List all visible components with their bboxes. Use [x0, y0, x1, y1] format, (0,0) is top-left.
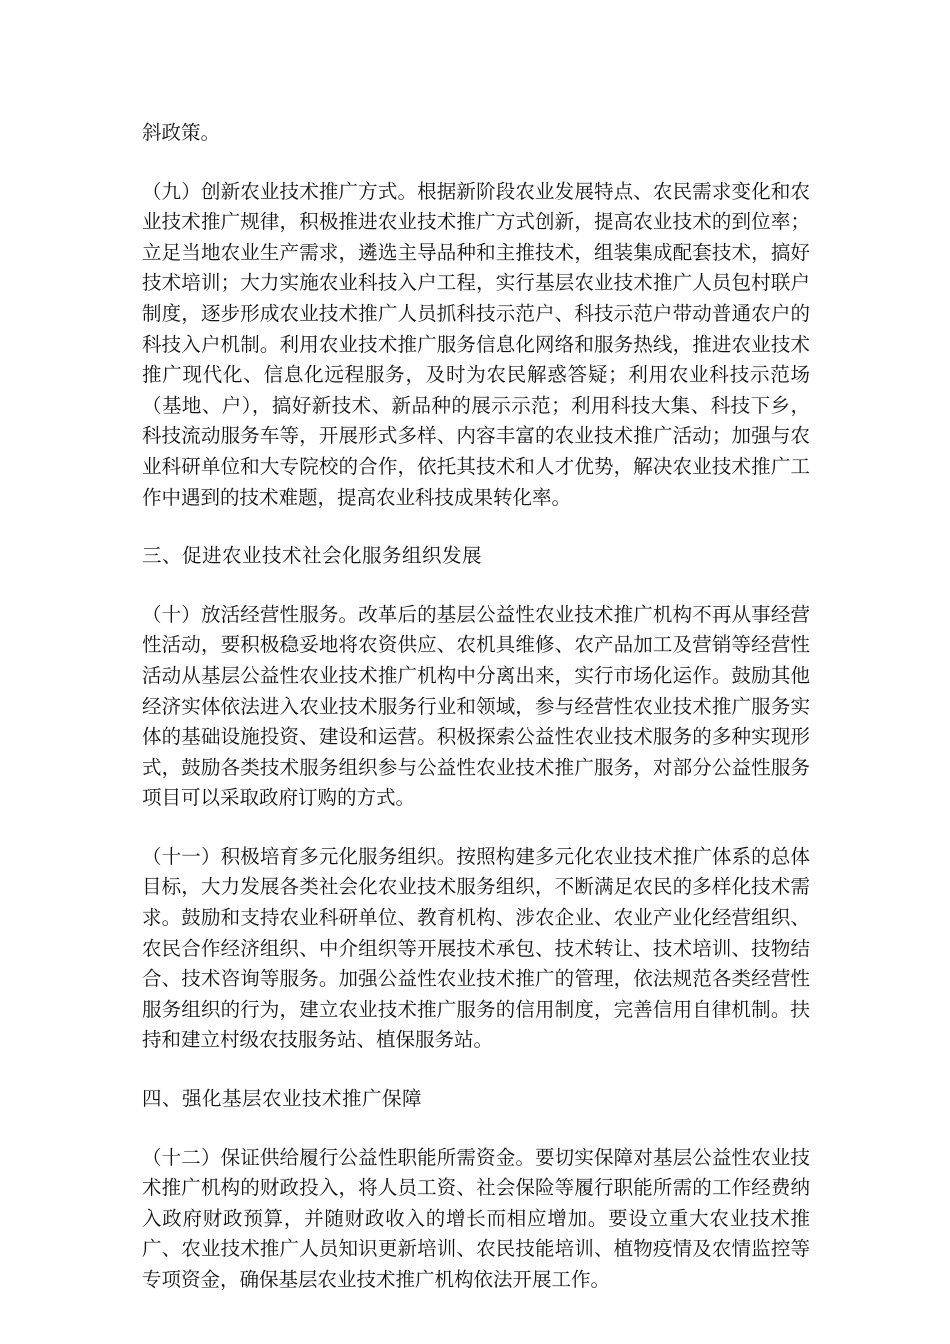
heading-part-4: 四、强化基层农业技术推广保障	[142, 1087, 423, 1111]
paragraph-section-12: （十二）保证供给履行公益性职能所需资金。要切实保障对基层公益性农业技术推广机构的财政投入，将人员工资、社会保险等履行职能所需的工作经费纳入政府财政预算，并随财政收入的增长而相应增加。要设立重大农业技术推广、农业技术推广人员知识更新培训、农民技能培训、植物疫情及农情监控等专项资金，确保基层农业技术推广机构依法开展工作。	[142, 1145, 810, 1291]
paragraph-section-9: （九）创新农业技术推广方式。根据新阶段农业发展特点、农民需求变化和农业技术推广规律，积极推进农业技术推广方式创新，提高农业技术的到位率；立足当地农业生产需求，遴选主导品种和主推技术，组装集成配套技术，搞好技术培训；大力实施农业科技入户工程，实行基层农业技术推广人员包村联户制度，逐步形成农业技术推广人员抓科技示范户、科技示范户带动普通农户的科技入户机制。利用农业技术推广服务信息化网络和服务热线，推进农业技术推广现代化、信息化远程服务，及时为农民解惑答疑；利用农业科技示范场（基地、户），搞好新技术、新品种的展示示范；利用科技大集、科技下乡，科技流动服务车等，开展形式多样、内容丰富的农业技术推广活动；加强与农业科研单位和大专院校的合作，依托其技术和人才优势，解决农业技术推广工作中遇到的技术难题，提高农业科技成果转化率。	[142, 179, 810, 509]
paragraph-section-11: （十一）积极培育多元化服务组织。按照构建多元化农业技术推广体系的总体目标，大力发展各类社会化农业技术服务组织，不断满足农民的多样化技术需求。鼓励和支持农业科研单位、教育机构、涉农企业、农业产业化经营组织、农民合作经济组织、中介组织等开展技术承包、技术转让、技术培训、技物结合、技术咨询等服务。加强公益性农业技术推广的管理，依法规范各类经营性服务组织的行为，建立农业技术推广服务的信用制度，完善信用自律机制。扶持和建立村级农技服务站、植保服务站。	[142, 844, 810, 1052]
heading-part-3: 三、促进农业技术社会化服务组织发展	[142, 544, 483, 568]
paragraph-policy-tail: 斜政策。	[142, 121, 221, 144]
document-body	[142, 118, 810, 1324]
paragraph-section-10: （十）放活经营性服务。改革后的基层公益性农业技术推广机构不再从事经营性活动，要积极稳妥地将农资供应、农机具维修、农产品加工及营销等经营性活动从基层公益性农业技术推广机构中分离出来，实行市场化运作。鼓励其他经济实体依法进入农业技术服务行业和领域，参与经营性农业技术推广服务实体的基础设施投资、建设和运营。积极探索公益性农业技术服务的多种实现形式，鼓励各类技术服务组织参与公益性农业技术推广服务，对部分公益性服务项目可以采取政府订购的方式。	[142, 602, 810, 810]
